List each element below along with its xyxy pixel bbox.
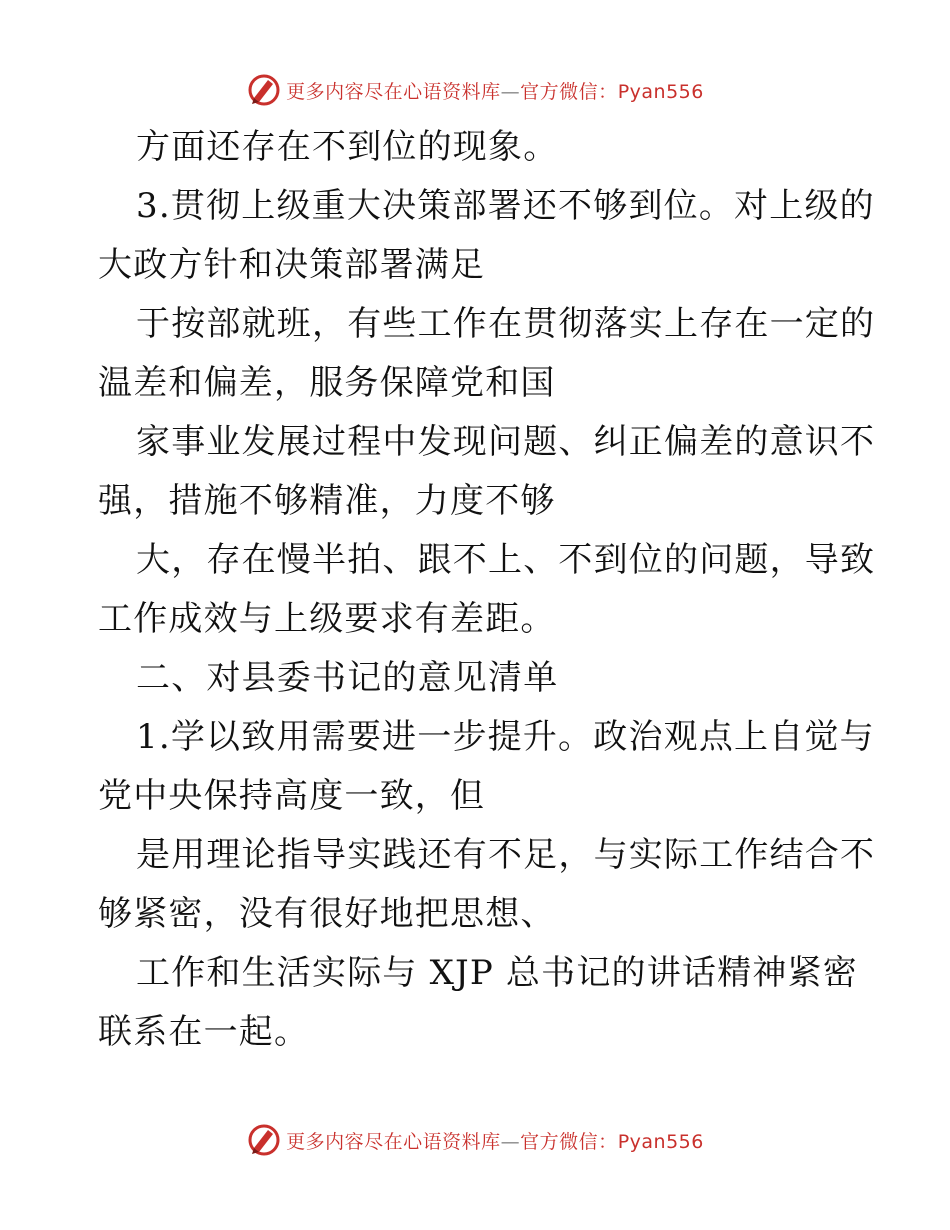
text-line: 强，措施不够精准，力度不够	[98, 481, 556, 521]
pen-logo-icon	[246, 72, 282, 108]
watermark-text: 更多内容尽在心语资料库—官方微信：Pyan556	[286, 80, 704, 103]
text-line: 家事业发展过程中发现问题、纠正偏差的意识不	[136, 422, 876, 462]
text-line: 3.贯彻上级重大决策部署还不够到位。对上级的	[136, 186, 875, 226]
text-line: 1.学以致用需要进一步提升。政治观点上自觉与	[136, 717, 875, 757]
text-line: 大政方针和决策部署满足	[98, 245, 486, 285]
watermark-text: 更多内容尽在心语资料库—官方微信：Pyan556	[286, 1130, 704, 1153]
text-line: 是用理论指导实践还有不足，与实际工作结合不	[136, 835, 876, 875]
text-line: 联系在一起。	[98, 1012, 310, 1052]
text-line: 党中央保持高度一致，但	[98, 776, 486, 816]
text-line: 工作成效与上级要求有差距。	[98, 599, 556, 639]
text-line: 二、对县委书记的意见清单	[136, 658, 559, 698]
footer-watermark	[0, 1120, 950, 1160]
text-line: 够紧密，没有很好地把思想、	[98, 894, 556, 934]
document-body	[98, 118, 876, 1062]
text-line: 大，存在慢半拍、跟不上、不到位的问题，导致	[136, 540, 876, 580]
header-watermark	[0, 70, 950, 110]
text-line: 于按部就班，有些工作在贯彻落实上存在一定的	[136, 304, 876, 344]
text-line: 温差和偏差，服务保障党和国	[98, 363, 556, 403]
pen-logo-icon	[246, 1122, 282, 1158]
text-line: 工作和生活实际与 XJP 总书记的讲话精神紧密	[136, 953, 858, 993]
text-line: 方面还存在不到位的现象。	[136, 127, 559, 167]
